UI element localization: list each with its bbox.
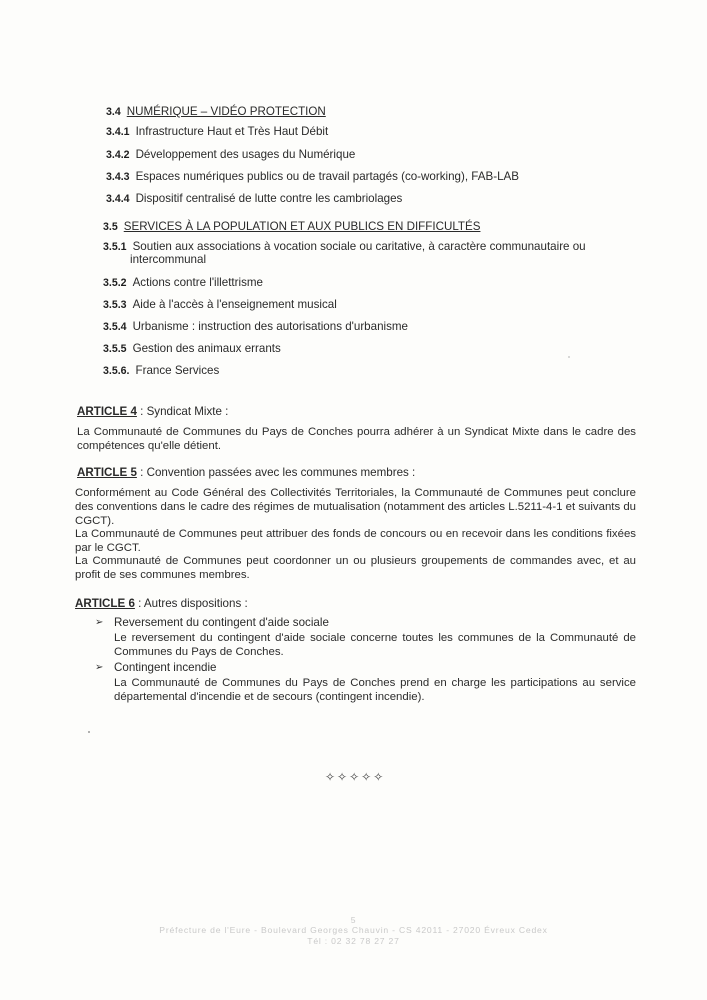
item-number: 3.4.3 bbox=[106, 171, 130, 183]
section-3-5-heading bbox=[103, 220, 480, 234]
speck bbox=[88, 731, 90, 733]
speck bbox=[568, 356, 570, 358]
item-number: 3.5.6. bbox=[103, 365, 130, 377]
article-label: ARTICLE 5 bbox=[77, 466, 137, 479]
item-number: 3.4.2 bbox=[106, 149, 130, 161]
item-text: France Services bbox=[135, 364, 220, 377]
item-number: 3.5.4 bbox=[103, 321, 127, 333]
article-title: : Autres dispositions : bbox=[134, 597, 248, 610]
section-number: 3.5 bbox=[103, 221, 118, 233]
footer-address: Préfecture de l'Eure - Boulevard Georges Chauvin - CS 42011 - 27020 Évreux Cedex bbox=[159, 925, 548, 935]
arrow-bullet-icon: ➢ bbox=[95, 662, 104, 673]
section-title: NUMÉRIQUE – VIDÉO PROTECTION bbox=[126, 105, 326, 118]
item-text: Urbanisme : instruction des autorisations d'urbanisme bbox=[132, 320, 409, 333]
article-6-heading bbox=[75, 597, 248, 611]
article-4-body: La Communauté de Communes du Pays de Conches pourra adhérer à un Syndicat Mixte dans le cadre des compétences qu'elle détient. bbox=[77, 426, 636, 452]
item-number: 3.5.5 bbox=[103, 343, 127, 355]
article-title: : Convention passées avec les communes membres : bbox=[136, 466, 416, 479]
list-item bbox=[106, 125, 328, 139]
article-label: ARTICLE 6 bbox=[75, 597, 135, 610]
article-5-paragraph-1: Conformément au Code Général des Collectivités Territoriales, la Communauté de Communes peut conclure des conventions dans le cadre des régimes de mutualisation (notamment des articles L.5211-4-1 et suivants du CGCT). bbox=[75, 487, 636, 527]
list-item bbox=[103, 364, 219, 378]
article-label: ARTICLE 4 bbox=[77, 405, 137, 418]
section-title: SERVICES À LA POPULATION ET AUX PUBLICS EN DIFFICULTÉS bbox=[123, 220, 481, 233]
article-title: : Syndicat Mixte : bbox=[136, 405, 229, 418]
section-number: 3.4 bbox=[106, 106, 121, 118]
article-5-heading bbox=[77, 466, 415, 480]
item-text: Dispositif centralisé de lutte contre les cambriolages bbox=[135, 192, 403, 205]
item-text: Infrastructure Haut et Très Haut Débit bbox=[135, 125, 329, 138]
list-item bbox=[106, 170, 519, 184]
item-number: 3.5.3 bbox=[103, 299, 127, 311]
list-item bbox=[106, 148, 355, 162]
item-text: Gestion des animaux errants bbox=[132, 342, 281, 355]
ornament-divider: ✧✧✧✧✧ bbox=[325, 770, 386, 784]
page-number: 5 bbox=[350, 915, 357, 925]
article-5-paragraph-3: La Communauté de Communes peut coordonner un ou plusieurs groupements de commandes avec, et au profit de ses communes membres. bbox=[75, 555, 636, 581]
list-item bbox=[103, 298, 337, 312]
article-4-heading bbox=[77, 405, 228, 419]
list-item bbox=[103, 276, 263, 290]
bullet-body: La Communauté de Communes du Pays de Conches prend en charge les participations au service départemental d'incendie et de secours (contingent incendie). bbox=[114, 677, 636, 703]
footer-phone: Tél : 02 32 78 27 27 bbox=[307, 936, 400, 946]
item-text: Soutien aux associations à vocation sociale ou caritative, à caractère communautaire ou bbox=[132, 240, 586, 253]
item-number: 3.5.2 bbox=[103, 277, 127, 289]
bullet-body: Le reversement du contingent d'aide sociale concerne toutes les communes de la Communauté de Communes du Pays de Conches. bbox=[114, 632, 636, 658]
section-3-4-heading bbox=[106, 105, 326, 119]
item-text: Espaces numériques publics ou de travail partagés (co-working), FAB-LAB bbox=[135, 170, 519, 183]
article-5-paragraph-2: La Communauté de Communes peut attribuer des fonds de concours ou en recevoir dans les conditions fixées par le CGCT. bbox=[75, 528, 636, 554]
list-item bbox=[103, 320, 408, 334]
arrow-bullet-icon: ➢ bbox=[95, 617, 104, 628]
item-number: 3.4.1 bbox=[106, 126, 130, 138]
item-text: Aide à l'accès à l'enseignement musical bbox=[132, 298, 337, 311]
bullet-heading: Reversement du contingent d'aide sociale bbox=[114, 616, 329, 629]
item-text: Développement des usages du Numérique bbox=[135, 148, 356, 161]
list-item bbox=[103, 240, 586, 254]
list-item bbox=[106, 192, 402, 206]
item-text: Actions contre l'illettrisme bbox=[132, 276, 263, 289]
bullet-heading: Contingent incendie bbox=[114, 661, 217, 674]
item-continuation: intercommunal bbox=[130, 253, 207, 266]
list-item bbox=[103, 342, 281, 356]
item-number: 3.5.1 bbox=[103, 241, 127, 253]
item-number: 3.4.4 bbox=[106, 193, 130, 205]
